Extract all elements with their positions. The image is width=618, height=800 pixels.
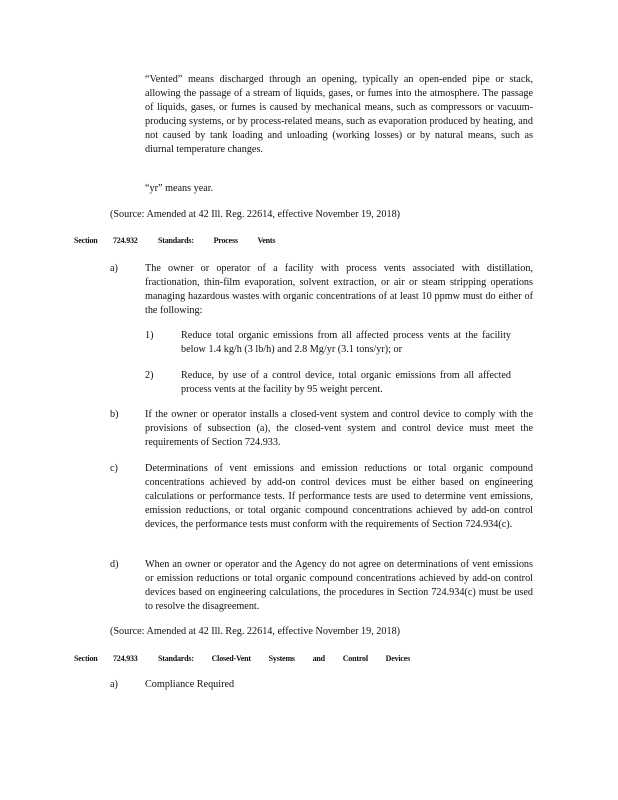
item-text: Compliance Required [145, 679, 235, 690]
source-note: (Source: Amended at 42 Ill. Reg. 22614, effective November 19, 2018) [110, 626, 401, 637]
subitem-text: Reduce total organic emissions from all affected process vents at the facility below 1.4 kg/h (3 lb/h) and 2.8 Mg/yr (3.1 tons/yr); or [181, 330, 511, 355]
section-number: 724.932 [113, 236, 138, 245]
subitem-label: 1) [145, 330, 154, 341]
item-text: The owner or operator of a facility with process vents associated with distillation, fractionation, thin-film evaporation, solvent extraction, or air or steam stripping operations managing hazardous wastes with organic concentrations of at least 10 ppmw must do either of the following: [145, 263, 533, 316]
source-note: (Source: Amended at 42 Ill. Reg. 22614, effective November 19, 2018) [110, 209, 401, 220]
item-label: d) [110, 559, 119, 570]
definition-vented: “Vented” means discharged through an opening, typically an open-ended pipe or stack, allowing the passage of a stream of liquids, gases, or fumes into the atmosphere. The passage of liquids, gases, or fumes is caused by mechanical means, such as compressors or vacuum-producing systems, or by process-related means, such as evaporation produced by heating, and not caused by tank loading and unloading (working losses) or by natural means, such as diurnal temperature changes. [145, 74, 533, 155]
section-title: Standards: Closed-Vent Systems and Control Devices [158, 654, 411, 663]
item-text: If the owner or operator installs a closed-vent system and control device to comply with the provisions of subsection (a), the closed-vent system and control device must meet the requirements of Section 724.933. [145, 409, 533, 448]
item-label: a) [110, 263, 118, 274]
section-label: Section [74, 236, 98, 245]
item-text: Determinations of vent emissions and emission reductions or total organic compound concentrations achieved by add-on control devices must be either based on engineering calculations or performance tests. If performance tests are used to determine vent emissions, emission reductions, or total organic compound concentrations achieved by add-on control devices, the performance tests must conform with the requirements of Section 724.934(c). [145, 463, 533, 530]
section-number: 724.933 [113, 654, 138, 663]
subitem-text: Reduce, by use of a control device, total organic emissions from all affected process vents at the facility by 95 weight percent. [181, 370, 511, 395]
item-text: When an owner or operator and the Agency do not agree on determinations of vent emissions or emission reductions or total organic compound concentrations achieved by add-on control devices based on engineering calculations, the procedures in Section 724.934(c) must be used to resolve the disagreement. [145, 559, 533, 612]
item-label: a) [110, 679, 118, 690]
section-label: Section [74, 654, 98, 663]
item-label: c) [110, 463, 118, 474]
subitem-label: 2) [145, 370, 154, 381]
item-label: b) [110, 409, 119, 420]
definition-yr: “yr” means year. [145, 183, 214, 194]
section-title: Standards: Process Vents [158, 236, 276, 245]
